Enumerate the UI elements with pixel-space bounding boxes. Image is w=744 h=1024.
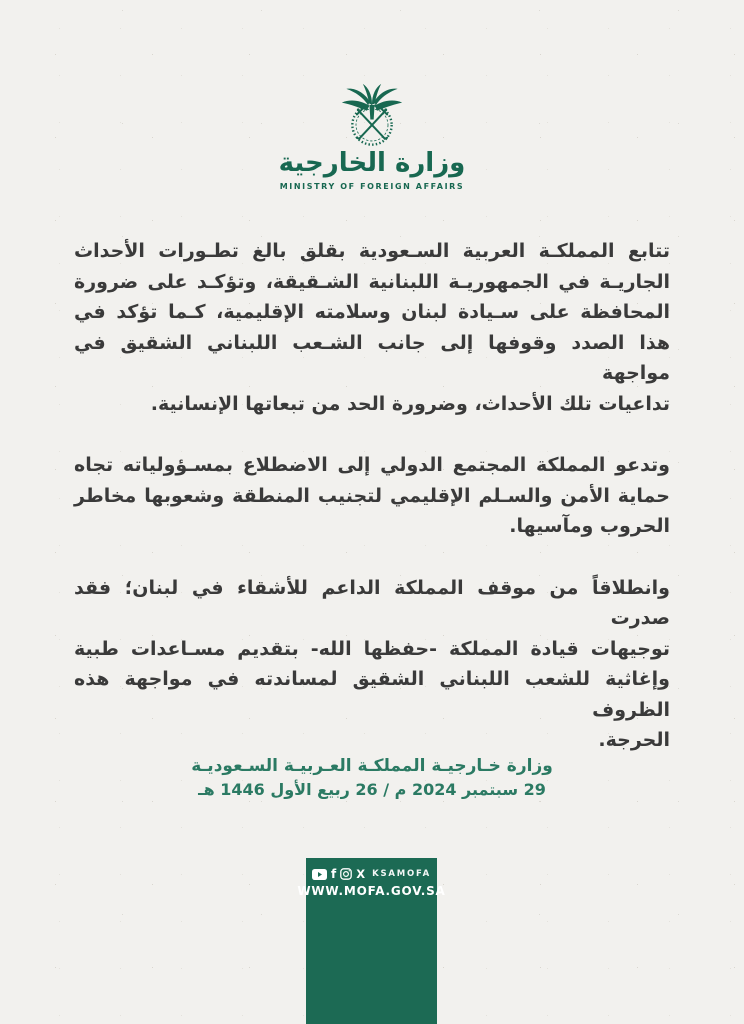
statement-line: الحرجة. bbox=[598, 729, 670, 751]
statement-line: وتدعو المملكة المجتمع الدولي إلى الاضطلاع بمسـؤولياته تجاه bbox=[74, 454, 670, 476]
statement-line: حماية الأمن والسـلم الإقليمي لتجنيب المنطقة وشعوبها مخاطر bbox=[74, 484, 670, 507]
social-handle: KSAMOFA bbox=[372, 869, 432, 879]
statement-line: وإغاثية للشعب اللبناني الشقيق لمساندته في مواجهة هذه الظروف bbox=[74, 668, 670, 721]
statement-paragraph-1 bbox=[74, 236, 670, 419]
x-icon[interactable]: X bbox=[356, 867, 366, 881]
mofa-logo bbox=[0, 82, 744, 191]
statement-line: تداعيات تلك الأحداث، وضرورة الحد من تبعاتها الإنسانية. bbox=[150, 392, 670, 415]
statement-paragraph-3 bbox=[74, 573, 670, 756]
statement-line: هذا الصدد وقوفها إلى جانب الشـعب اللبناني الشقيق في مواجهة bbox=[74, 331, 670, 384]
statement-paragraph-2 bbox=[74, 450, 670, 542]
palm-and-swords-emblem-icon bbox=[326, 82, 418, 146]
instagram-icon[interactable] bbox=[340, 868, 352, 880]
statement-line: توجيهات قيادة المملكة -حفظها الله- بتقديم مسـاعدات طبية bbox=[74, 637, 670, 660]
ministry-name-english: MINISTRY OF FOREIGN AFFAIRS bbox=[279, 182, 465, 191]
social-box bbox=[297, 858, 446, 1024]
statement-line: وانطلاقاً من موقف المملكة الداعم للأشقاء في لبنان؛ فقد صدرت bbox=[74, 576, 670, 629]
issuer-block bbox=[0, 754, 744, 802]
issuer-name: وزارة خـارجيـة المملكـة العـربيـة السـعوديـة bbox=[191, 756, 553, 776]
statement-line: الجاريـة في الجمهوريـة اللبنانية الشـقيقة، وتؤكـد على ضرورة bbox=[74, 270, 670, 293]
statement-line: الحروب ومآسيها. bbox=[509, 515, 670, 537]
statement-line: تتابع المملكـة العربية السـعودية بقلق بالغ تطـورات الأحداث bbox=[74, 240, 670, 262]
ministry-wordmark-arabic: وزارة الخارجية bbox=[278, 148, 466, 178]
social-icons-row bbox=[312, 867, 431, 881]
facebook-icon[interactable]: f bbox=[330, 867, 337, 881]
statement-date: 29 سبتمبر 2024 م / 26 ربيع الأول 1446 هـ bbox=[198, 780, 546, 799]
statement-body bbox=[74, 236, 670, 787]
statement-line: المحافظة على سـيادة لبنان وسلامته الإقليمية، كـما تؤكد في bbox=[74, 301, 670, 323]
youtube-icon[interactable] bbox=[312, 869, 327, 880]
website-url[interactable]: WWW.MOFA.GOV.SA bbox=[297, 884, 446, 898]
